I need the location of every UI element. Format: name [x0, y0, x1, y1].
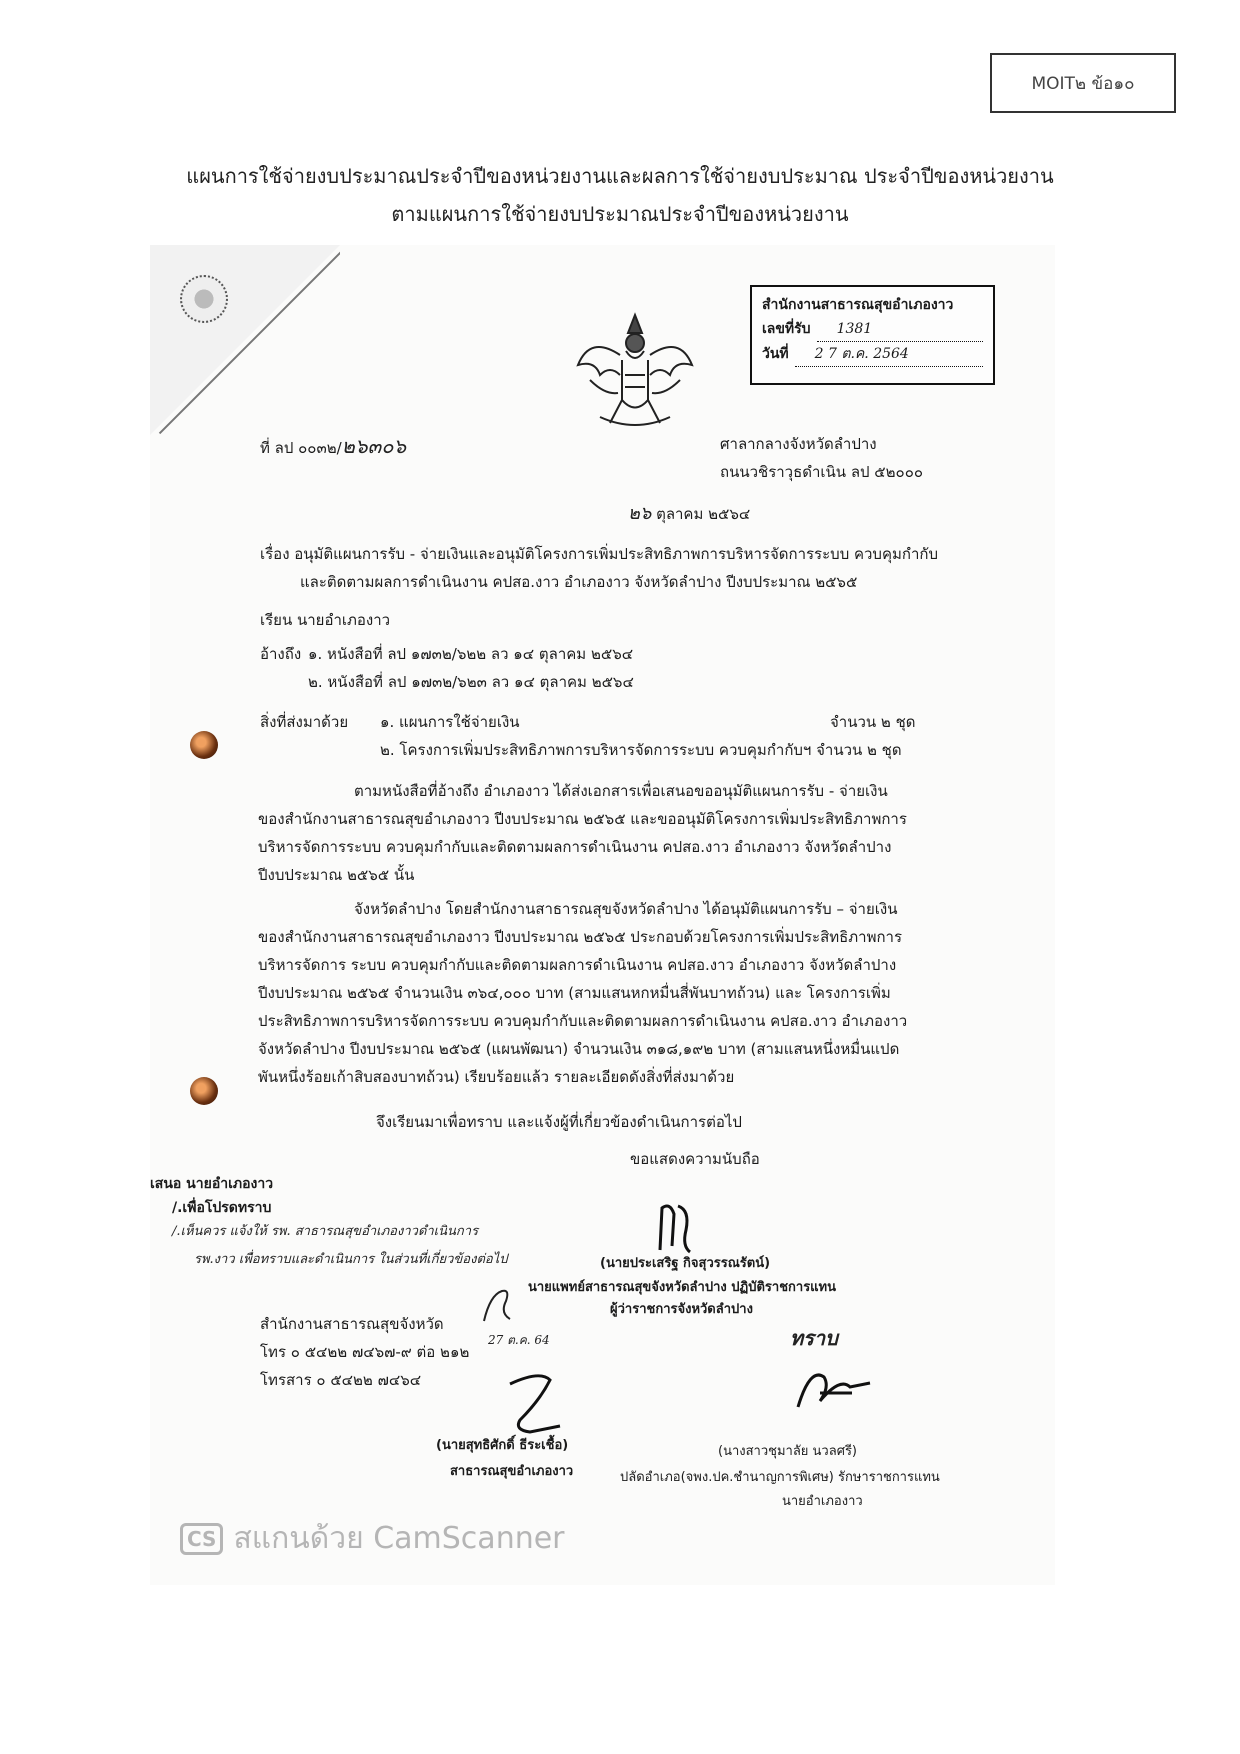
receipt-stamp [750, 285, 995, 385]
corner-receipt-stamp [150, 245, 340, 435]
reference-label: อ้างถึง [260, 645, 302, 663]
salutation: เรียน นายอำเภองาว [260, 611, 391, 629]
punch-hole-icon [190, 1077, 218, 1105]
initials-mark [480, 1285, 516, 1325]
document-ref-label: MOIT๒ ข้อ๑๐ [1031, 73, 1135, 94]
closing: ขอแสดงความนับถือ [630, 1150, 760, 1168]
receipt-date-label: วันที่ [762, 346, 789, 362]
subject-line1: เรื่อง อนุมัติแผนการรับ - จ่ายเงินและอนุมัติโครงการเพิ่มประสิทธิภาพการบริหารจัดการระบบ ควบคุมกำกับ [260, 545, 938, 563]
letter-date: ๒๖ ตุลาคม ๒๕๖๔ [628, 503, 751, 524]
annotation-check-1: /.เพื่อโปรดทราบ [172, 1200, 272, 1216]
signature-mark [500, 1370, 580, 1445]
scanned-letter [150, 245, 1055, 1585]
receipt-number-label: เลขที่รับ [762, 321, 811, 337]
signature-mark [790, 1357, 880, 1417]
contact-phone: โทร ๐ ๕๔๒๒ ๗๔๖๗-๙ ต่อ ๒๑๒ [260, 1343, 470, 1361]
subject-line2: และติดตามผลการดำเนินงาน คปสอ.งาว อำเภองาว จังหวัดลำปาง ปีงบประมาณ ๒๕๖๕ [300, 573, 858, 591]
sender-address-line1: ศาลากลางจังหวัดลำปาง [720, 435, 877, 453]
reference-1: ๑. หนังสือที่ ลป ๑๗๓๒/๖๒๒ ลว ๑๔ ตุลาคม ๒๕๖๔ [308, 645, 634, 663]
receipt-number: 1381 [817, 317, 983, 342]
paragraph-3: จึงเรียนมาเพื่อทราบ และแจ้งผู้ที่เกี่ยวข้องดำเนินการต่อไป [376, 1113, 742, 1131]
right-signer-position-2: นายอำเภองาว [782, 1494, 863, 1509]
camscanner-watermark [180, 1515, 565, 1562]
document-ref-box [990, 53, 1176, 113]
sender-address-line2: ถนนวชิราวุธดำเนิน ลป ๕๒๐๐๐ [720, 463, 924, 481]
contact-fax: โทรสาร ๐ ๕๔๒๒ ๗๔๖๔ [260, 1371, 422, 1389]
seal-icon [180, 275, 228, 323]
enclosure-2: ๒. โครงการเพิ่มประสิทธิภาพการบริหารจัดการระบบ ควบคุมกำกับฯ จำนวน ๒ ชุด [380, 741, 902, 759]
doc-number-handwritten: ๒๖๓๐๖ [341, 434, 407, 458]
camscanner-text: สแกนด้วย CamScanner [233, 1521, 565, 1556]
receipt-office: สำนักงานสาธารณสุขอำเภองาว [762, 297, 954, 313]
receipt-date: 2 7 ต.ค. 2564 [795, 342, 983, 367]
annotation-to: เสนอ นายอำเภองาว [150, 1176, 274, 1192]
paragraph-2: จังหวัดลำปาง โดยสำนักงานสาธารณสุขจังหวัดลำปาง ได้อนุมัติแผนการรับ – จ่ายเงิน ของสำนักงานสาธารณสุขอำเภองาว ปีงบประมาณ ๒๕๖๕ ประกอบด้วยโครงการเพิ่มประสิทธิภาพการบริหารจัดการ ระบบ ควบคุมกำกับและติดตามผลการดำเนินงาน คปสอ.งาว อำเภองาว จังหวัดลำปาง ปีงบประมาณ ๒๕๖๕ จำนวนเงิน ๓๖๔,๐๐๐ บาท (สามแสนหกหมื่นสี่พันบาทถ้วน) และ โครงการเพิ่มประสิทธิภาพการบริหารจัดการระบบ ควบคุมกำกับและติดตามผลการดำเนินงาน คปสอ.งาว อำเภองาว จังหวัดลำปาง ปีงบประมาณ ๒๕๖๕ (แผนพัฒนา) จำนวนเงิน ๓๑๘,๑๙๒ บาท (สามแสนหนึ่งหมื่นแปดพันหนึ่งร้อยเก้าสิบสองบาทถ้วน) เรียบร้อยแล้ว รายละเอียดดังสิ่งที่ส่งมาด้วย [258, 900, 908, 1086]
signature-mark [650, 1200, 700, 1260]
enclosure-1: ๑. แผนการใช้จ่ายเงิน [380, 713, 520, 731]
letter-date-handwritten: ๒๖ [628, 503, 652, 524]
contact-office: สำนักงานสาธารณสุขจังหวัด [260, 1315, 444, 1333]
signer-position-1: นายแพทย์สาธารณสุขจังหวัดลำปาง ปฏิบัติราชการแทน [528, 1280, 837, 1295]
annotation-note: รพ.งาว เพื่อทราบและดำเนินการ ในส่วนที่เกี่ยวข้องต่อไป [194, 1252, 508, 1267]
page-title-line2: ตามแผนการใช้จ่ายงบประมาณประจำปีของหน่วยงาน [391, 202, 849, 226]
left-signer-name: (นายสุทธิศักดิ์ ธีระเชื้อ) [436, 1438, 569, 1453]
signer-name: (นายประเสริฐ กิจสุวรรณรัตน์) [600, 1256, 771, 1271]
enclosure-label: สิ่งที่ส่งมาด้วย [260, 713, 349, 731]
signer-position-2: ผู้ว่าราชการจังหวัดลำปาง [610, 1302, 753, 1317]
reference-2: ๒. หนังสือที่ ลป ๑๗๓๒/๖๒๓ ลว ๑๔ ตุลาคม ๒๕๖๔ [308, 673, 634, 691]
right-signer-name: (นางสาวชุมาลัย นวลศรี) [718, 1444, 858, 1459]
garuda-emblem-icon [570, 305, 700, 435]
annotation-check-2: /.เห็นควร แจ้งให้ รพ. สาธารณสุขอำเภองาวดำเนินการ [172, 1224, 479, 1239]
doc-number: ที่ ลป ๐๐๓๒/๒๖๓๐๖ [260, 434, 407, 458]
annotation-date: 27 ต.ค. 64 [488, 1333, 550, 1347]
right-signer-position-1: ปลัดอำเภอ(จพง.ปค.ชำนาญการพิเศษ) รักษาราชการแทน [620, 1470, 940, 1485]
camscanner-logo-icon: CS [180, 1523, 223, 1555]
annotation-acknowledge: ทราบ [790, 1326, 838, 1350]
paragraph-1: ตามหนังสือที่อ้างถึง อำเภองาว ได้ส่งเอกสารเพื่อเสนอขออนุมัติแผนการรับ - จ่ายเงิน ของสำนักงานสาธารณสุขอำเภองาว ปีงบประมาณ ๒๕๖๕ และขออนุมัติโครงการเพิ่มประสิทธิภาพการ บริหารจัดการระบบ ควบคุมกำกับและติดตามผลการดำเนินงาน คปสอ.งาว อำเภองาว จังหวัดลำปาง ปีงบประมาณ ๒๕๖๕ นั้น [258, 782, 907, 884]
enclosure-1-qty: จำนวน ๒ ชุด [830, 713, 916, 731]
page-title-line1: แผนการใช้จ่ายงบประมาณประจำปีของหน่วยงานและผลการใช้จ่ายงบประมาณ ประจำปีของหน่วยงาน [186, 164, 1054, 188]
left-signer-position: สาธารณสุขอำเภองาว [450, 1464, 574, 1479]
punch-hole-icon [190, 731, 218, 759]
